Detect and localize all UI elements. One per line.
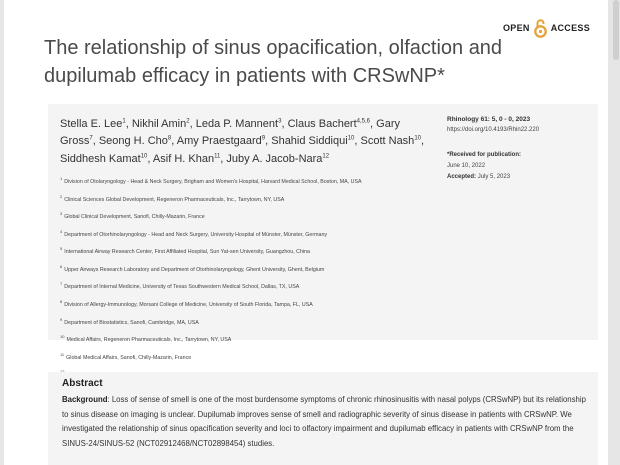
author-separator: ,	[92, 135, 99, 148]
author-separator: ,	[265, 135, 272, 148]
affiliation-text: Department of Internal Medicine, University of Texas Southwestern Medical School, Dallas, TX, USA	[64, 284, 300, 291]
author	[196, 118, 288, 130]
open-access-right-label: ACCESS	[550, 23, 590, 33]
affiliation-text: Medical Affairs, Regeneron Pharmaceuticals, Inc., Tarrytown, NY, USA	[66, 336, 232, 343]
author-separator: ,	[125, 117, 132, 130]
affiliation-text: Department of Otorhinolaryngology - Head and Neck Surgery, University Hospital of Münster, Münster, Germany	[64, 231, 328, 238]
author	[60, 118, 132, 130]
author-name: Juby A. Jacob-Nara	[226, 152, 323, 165]
author-name: Asif H. Khan	[152, 152, 215, 165]
affiliation-item	[60, 225, 430, 243]
author-separator: ,	[147, 152, 153, 165]
accepted-label: Accepted:	[447, 174, 477, 180]
abstract-heading: Abstract	[62, 378, 103, 389]
affiliation-item	[60, 242, 430, 260]
affiliation-item	[60, 190, 430, 208]
abstract-background-label: Background	[62, 395, 108, 404]
author-separator: ,	[171, 135, 177, 148]
author	[153, 153, 227, 165]
author-separator: ,	[354, 135, 361, 148]
author-separator: ,	[189, 117, 196, 130]
abstract-box	[48, 372, 598, 465]
accepted-date: July 5, 2023	[477, 174, 511, 180]
author-name: Scott Nash	[360, 135, 415, 148]
affiliation-text: Clinical Sciences Global Development, Regeneron Pharmaceuticals, Inc., Tarrytown, NY, USA	[64, 196, 285, 203]
open-access-lock-icon	[534, 18, 547, 38]
author-affiliation-number: 1	[122, 118, 126, 124]
received-date: June 10, 2022	[447, 163, 486, 169]
author	[271, 135, 360, 147]
author	[177, 135, 271, 147]
author-name: Siddhesh Kamat	[60, 152, 141, 165]
affiliation-item	[60, 277, 430, 295]
author-name: Shahid Siddiqui	[271, 135, 348, 148]
author-name: Seong H. Cho	[98, 135, 168, 148]
scrollbar[interactable]	[612, 0, 620, 465]
affiliation-item	[60, 348, 430, 366]
author	[361, 135, 425, 147]
affiliation-number: 9	[60, 316, 63, 322]
doi-link[interactable]: https://doi.org/10.4193/Rhin22.220	[447, 127, 540, 133]
author-affiliation-number: 10	[347, 135, 355, 142]
author	[132, 118, 196, 130]
scrollbar-thumb[interactable]	[613, 0, 619, 60]
affiliation-text: Division of Allergy-Immunology, Morsani College of Medicine, University of South Florida, Tampa, FL, USA	[64, 301, 313, 308]
abstract-background-text: : Loss of sense of smell is one of the most burdensome symptoms of chronic rhinosinusitis with nasal polyps (CRSwNP) but its relationship to sinus disease on imaging is unclear. Dupilumab improves sense of smell and radiographic severity of sinus disease in patients with CRSwNP. We investigated the relationship of sinus opacification severity and loci to olfactory impairment and dupilumab efficacy in patients with CRSwNP from the SINUS-24/SINUS-52 (NCT02912468/NCT02898454) studies.	[62, 395, 586, 448]
author-affiliation-number: 10	[140, 153, 148, 160]
affiliation-list	[60, 172, 430, 383]
author-affiliation-number: 4,5,6	[356, 118, 371, 124]
affiliation-item	[60, 260, 430, 278]
open-access-left-label: OPEN	[502, 23, 530, 33]
affiliation-number: 3	[60, 211, 63, 217]
affiliation-text: Department of Biostatistics, Sanofi, Cambridge, MA, USA	[64, 319, 199, 326]
abstract-text	[62, 393, 588, 451]
paper-title: The relationship of sinus opacification, olfaction and dupilumab efficacy in patients with CRSwNP*	[44, 37, 503, 87]
affiliation-number: 6	[60, 263, 63, 269]
affiliation-number: 2	[60, 193, 63, 199]
author-affiliation-number: 7	[89, 135, 93, 142]
author-list	[60, 114, 430, 167]
paper-page	[4, 0, 608, 465]
author-affiliation-number: 9	[261, 135, 266, 142]
author-affiliation-number: 3	[278, 118, 282, 124]
author-name: Amy Praestgaard	[176, 135, 262, 148]
author-affiliation-number: 11	[214, 153, 221, 160]
affiliation-item	[60, 313, 430, 331]
author	[226, 153, 329, 165]
affiliation-item	[60, 330, 430, 348]
affiliation-number: 11	[60, 351, 65, 357]
author-affiliation-number: 2	[186, 118, 190, 124]
author-name: Leda P. Mannent	[195, 117, 279, 130]
affiliation-text: Global Medical Affairs, Sanofi, Chilly-Mazarin, France	[66, 354, 192, 361]
author	[99, 135, 177, 147]
affiliation-text: International Airway Research Center, First Affiliated Hospital, Sun Yat-sen University, Guangzhou, China	[64, 249, 310, 256]
author-name: Stella E. Lee	[60, 117, 123, 130]
affiliation-item	[60, 295, 430, 313]
affiliation-number: 5	[60, 246, 63, 252]
received-label: *Received for publication:	[447, 152, 522, 158]
affiliation-item	[60, 172, 430, 190]
affiliation-text: Global Clinical Development, Sanofi, Chilly-Mazarin, France	[64, 213, 205, 220]
affiliation-item	[60, 207, 430, 225]
author-separator: ,	[370, 117, 377, 130]
author-affiliation-number: 10	[414, 135, 421, 142]
author-affiliation-number: 8	[167, 135, 172, 142]
journal-citation: Rhinology 61: 5, 0 - 0, 2023	[447, 116, 531, 123]
author	[288, 118, 377, 130]
affiliation-number: 10	[60, 334, 65, 340]
author-name: Claus Bachert	[287, 117, 357, 130]
affiliation-number: 4	[60, 228, 63, 234]
author-separator: ,	[281, 117, 288, 130]
author-name: Gary Gross	[60, 117, 400, 148]
open-access-badge	[503, 18, 590, 38]
author-separator: ,	[421, 135, 425, 148]
affiliation-number: 1	[60, 176, 63, 181]
affiliation-number: 8	[60, 298, 63, 304]
author-separator: ,	[220, 152, 227, 165]
affiliation-number: 7	[60, 281, 63, 287]
author	[60, 153, 153, 165]
author-affiliation-number: 12	[322, 153, 330, 160]
author-info-box	[48, 104, 598, 361]
affiliation-text: Division of Otolaryngology - Head & Neck Surgery, Brigham and Women's Hospital, Harvard Medical School, Boston, MA, USA	[64, 178, 362, 185]
affiliation-text: Upper Airways Research Laboratory and Department of Otorhinolaryngology, Ghent University, Ghent, Belgium	[64, 266, 325, 273]
article-meta	[447, 114, 592, 183]
author-name: Nikhil Amin	[131, 117, 187, 130]
